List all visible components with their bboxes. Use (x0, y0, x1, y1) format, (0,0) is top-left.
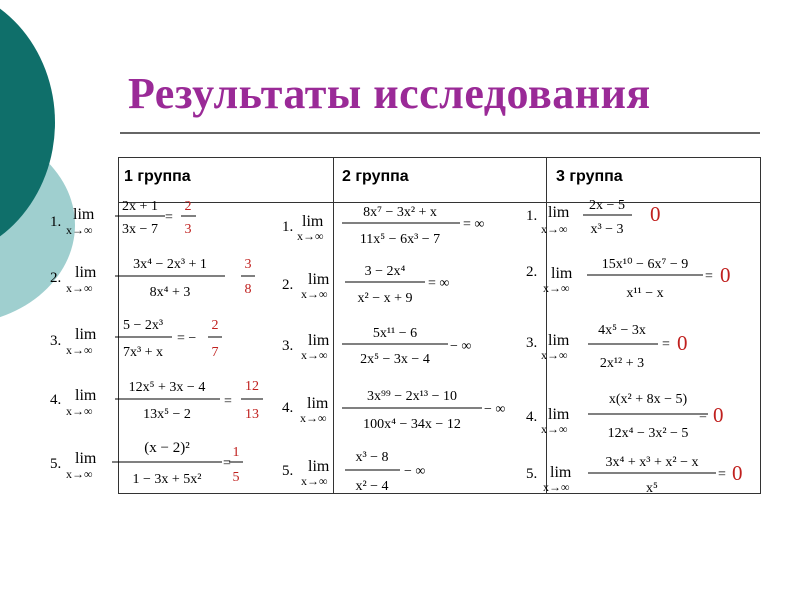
lim-label: lim (73, 206, 95, 223)
item-number: 2. (282, 277, 294, 293)
item-number: 2. (50, 270, 62, 286)
limit-result: = ∞ (463, 217, 485, 232)
fraction-denominator: 12x⁴ − 3x² − 5 (607, 426, 689, 441)
equals-sign: = (224, 394, 232, 409)
answer-numerator: 1 (232, 445, 240, 460)
equals-sign: = (699, 409, 707, 424)
answer-zero: 0 (720, 263, 731, 287)
lim-label: lim (550, 464, 572, 481)
exercise-g3-5 (526, 455, 743, 496)
lim-label: lim (308, 332, 330, 349)
fraction-denominator: 13x⁵ − 2 (143, 407, 191, 422)
header-group-3: 3 группа (556, 168, 623, 185)
limit-subscript: x→∞ (301, 287, 328, 301)
lim-label: lim (75, 387, 97, 404)
exercise-g3-4 (526, 392, 724, 441)
fraction-denominator: x³ − 3 (590, 222, 624, 237)
lim-label: lim (302, 213, 324, 230)
fraction-numerator: 4x⁵ − 3x (598, 323, 646, 338)
limit-subscript: x→∞ (300, 411, 327, 425)
fraction-numerator: 12x⁵ + 3x − 4 (128, 380, 206, 395)
item-number: 1. (282, 219, 294, 235)
equals-sign: = (718, 467, 726, 482)
limit-subscript: x→∞ (66, 404, 93, 418)
limit-result: − ∞ (450, 339, 472, 354)
answer-zero: 0 (732, 461, 743, 485)
answer-numerator: 12 (245, 379, 259, 394)
limit-subscript: x→∞ (301, 474, 328, 488)
item-number: 1. (50, 214, 62, 230)
lim-label: lim (75, 264, 97, 281)
equals-sign: = (223, 456, 231, 471)
lim-label: lim (307, 395, 329, 412)
fraction-denominator: x² − x + 9 (357, 291, 413, 306)
exercise-g2-1 (282, 205, 484, 247)
equals-sign: = (165, 210, 173, 225)
equals-sign: = (662, 337, 670, 352)
limit-subscript: x→∞ (543, 281, 570, 295)
answer-numerator: 2 (184, 199, 192, 214)
exercise-g2-2 (282, 264, 449, 306)
exercise-g1-4 (50, 379, 263, 422)
limit-result: = ∞ (428, 276, 450, 291)
fraction-numerator: 3 − 2x⁴ (364, 264, 406, 279)
answer-denominator: 3 (184, 222, 192, 237)
limit-subscript: x→∞ (66, 343, 93, 357)
limit-subscript: x→∞ (66, 467, 93, 481)
limit-subscript: x→∞ (301, 348, 328, 362)
limit-subscript: x→∞ (66, 281, 93, 295)
answer-denominator: 7 (211, 345, 219, 360)
fraction-numerator: 8x⁷ − 3x² + x (363, 205, 437, 220)
lim-label: lim (548, 406, 570, 423)
answer-zero: 0 (677, 331, 688, 355)
exercise-g3-3 (526, 323, 688, 371)
equals-sign: = (705, 269, 713, 284)
item-number: 3. (282, 338, 294, 354)
item-number: 5. (526, 466, 538, 482)
limit-subscript: x→∞ (543, 480, 570, 494)
exercise-g3-2 (526, 257, 731, 301)
fraction-denominator: 8x⁴ + 3 (149, 285, 191, 300)
header-group-1: 1 группа (124, 168, 191, 185)
limit-subscript: x→∞ (541, 222, 568, 236)
lim-label: lim (548, 204, 570, 221)
header-group-2: 2 группа (342, 168, 409, 185)
slide-title: Результаты исследования (128, 69, 651, 118)
fraction-numerator: 2x + 1 (122, 199, 158, 214)
item-number: 5. (50, 456, 62, 472)
answer-denominator: 8 (244, 282, 252, 297)
fraction-numerator: 3x⁴ + x³ + x² − x (605, 455, 699, 470)
fraction-denominator: 2x¹² + 3 (599, 356, 645, 371)
lim-label: lim (308, 458, 330, 475)
fraction-numerator: x(x² + 8x − 5) (608, 392, 688, 407)
exercise-g1-1 (50, 199, 196, 237)
item-number: 5. (282, 463, 294, 479)
item-number: 1. (526, 208, 538, 224)
item-number: 3. (526, 335, 538, 351)
equals-sign: = − (177, 331, 197, 346)
limit-result: − ∞ (484, 402, 506, 417)
fraction-numerator: 3x⁴ − 2x³ + 1 (133, 257, 207, 272)
lim-label: lim (551, 265, 573, 282)
limit-result: − ∞ (404, 464, 426, 479)
limit-subscript: x→∞ (541, 348, 568, 362)
lim-label: lim (75, 450, 97, 467)
answer-numerator: 3 (244, 257, 252, 272)
fraction-numerator: 15x¹⁰ − 6x⁷ − 9 (601, 257, 689, 272)
fraction-numerator: (x − 2)² (144, 440, 190, 456)
answer-numerator: 2 (211, 318, 219, 333)
limit-subscript: x→∞ (66, 223, 93, 237)
answer-denominator: 5 (232, 470, 240, 485)
fraction-numerator: 5 − 2x³ (122, 318, 164, 333)
exercise-g2-3 (282, 326, 471, 367)
fraction-denominator: 3x − 7 (122, 222, 158, 237)
limit-subscript: x→∞ (541, 422, 568, 436)
fraction-denominator: 100x⁴ − 34x − 12 (363, 417, 461, 432)
item-number: 2. (526, 264, 538, 280)
exercise-g1-5 (50, 440, 243, 487)
fraction-numerator: 3x⁹⁹ − 2x¹³ − 10 (367, 389, 457, 404)
fraction-denominator: 1 − 3x + 5x² (132, 472, 202, 487)
exercise-g1-3 (50, 318, 222, 360)
fraction-numerator: 2x − 5 (589, 198, 625, 213)
lim-label: lim (548, 332, 570, 349)
fraction-numerator: 5x¹¹ − 6 (372, 326, 418, 341)
item-number: 3. (50, 333, 62, 349)
item-number: 4. (282, 400, 294, 416)
item-number: 4. (50, 392, 62, 408)
lim-label: lim (308, 271, 330, 288)
fraction-denominator: x¹¹ − x (626, 286, 664, 301)
answer-denominator: 13 (245, 407, 259, 422)
answer-zero: 0 (650, 202, 661, 226)
limit-subscript: x→∞ (297, 229, 324, 243)
fraction-denominator: 2x⁵ − 3x − 4 (360, 352, 430, 367)
exercise-g3-1 (526, 198, 661, 237)
fraction-denominator: 11x⁵ − 6x³ − 7 (359, 232, 441, 247)
answer-zero: 0 (713, 403, 724, 427)
lim-label: lim (75, 326, 97, 343)
fraction-denominator: x² − 4 (355, 479, 389, 494)
exercise-g2-5 (282, 450, 425, 494)
fraction-denominator: 7x³ + x (122, 345, 164, 360)
fraction-numerator: x³ − 8 (355, 450, 389, 465)
exercise-g2-4 (282, 389, 505, 432)
exercise-g1-2 (50, 257, 255, 300)
fraction-denominator: x⁵ (646, 481, 658, 496)
item-number: 4. (526, 409, 538, 425)
